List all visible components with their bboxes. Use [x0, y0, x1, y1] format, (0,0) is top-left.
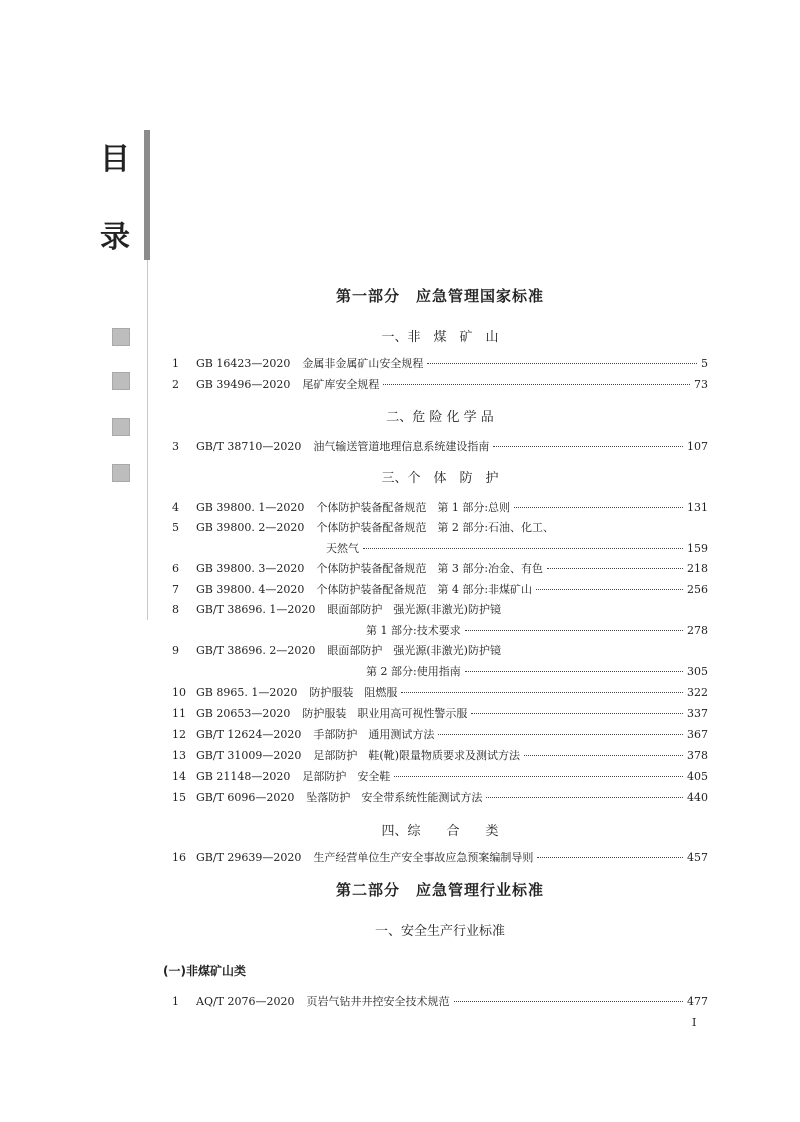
part2-title: 第二部分 应急管理行业标准: [335, 881, 544, 899]
toc-entry-continuation[interactable]: 天然气 159: [326, 542, 708, 555]
side-rule-light: [147, 260, 148, 620]
toc-entry[interactable]: 16 GB/T 29639—2020 生产经营单位生产安全事故应急预案编制导则 457: [172, 851, 708, 864]
section-title: 二、危 险 化 学 品: [386, 410, 494, 425]
toc-entry[interactable]: 12 GB/T 12624—2020 手部防护 通用测试方法 367: [172, 728, 708, 741]
section-title: 一、非 煤 矿 山: [381, 330, 499, 345]
toc-entry-continuation[interactable]: 第 1 部分:技术要求 278: [366, 624, 708, 637]
toc-entry[interactable]: 14 GB 21148—2020 足部防护 安全鞋 405: [172, 770, 708, 783]
page-number: I: [692, 1016, 697, 1029]
toc-entry[interactable]: 9 GB/T 38696. 2—2020 眼面部防护 强光源(非激光)防护镜: [172, 644, 501, 657]
toc-entry[interactable]: 6 GB 39800. 3—2020 个体防护装备配备规范 第 3 部分:冶金、有色 218: [172, 562, 708, 575]
toc-entry[interactable]: 13 GB/T 31009—2020 足部防护 鞋(靴)限量物质要求及测试方法 378: [172, 749, 708, 762]
toc-entry[interactable]: 1 AQ/T 2076—2020 页岩气钻井井控安全技术规范 477: [172, 995, 708, 1008]
toc-heading-char-1: 目: [100, 142, 130, 177]
decor-square-icon: [112, 464, 130, 482]
toc-entry[interactable]: 2 GB 39496—2020 尾矿库安全规程 73: [172, 378, 708, 391]
toc-entry[interactable]: 1 GB 16423—2020 金属非金属矿山安全规程 5: [172, 357, 708, 370]
section-title: 三、个 体 防 护: [381, 471, 499, 486]
toc-entry[interactable]: 3 GB/T 38710—2020 油气输送管道地理信息系统建设指南 107: [172, 440, 708, 453]
toc-entry[interactable]: 4 GB 39800. 1—2020 个体防护装备配备规范 第 1 部分:总则 131: [172, 501, 708, 514]
toc-entry[interactable]: 8 GB/T 38696. 1—2020 眼面部防护 强光源(非激光)防护镜: [172, 603, 501, 616]
toc-entry-continuation[interactable]: 第 2 部分:使用指南 305: [366, 665, 708, 678]
decor-square-icon: [112, 418, 130, 436]
toc-entry[interactable]: 11 GB 20653—2020 防护服装 职业用高可视性警示服 337: [172, 707, 708, 720]
decor-square-icon: [112, 372, 130, 390]
toc-entry[interactable]: 5 GB 39800. 2—2020 个体防护装备配备规范 第 2 部分:石油、化工、: [172, 521, 555, 534]
toc-entry[interactable]: 10 GB 8965. 1—2020 防护服装 阻燃服 322: [172, 686, 708, 699]
subsection-title: (一)非煤矿山类: [163, 964, 246, 978]
toc-entry[interactable]: 15 GB/T 6096—2020 坠落防护 安全带系统性能测试方法 440: [172, 791, 708, 804]
toc-entry[interactable]: 7 GB 39800. 4—2020 个体防护装备配备规范 第 4 部分:非煤矿山 256: [172, 583, 708, 596]
decor-square-icon: [112, 328, 130, 346]
part1-title: 第一部分 应急管理国家标准: [335, 287, 544, 305]
toc-heading-char-2: 录: [100, 220, 130, 255]
section-title: 四、综 合 类: [381, 824, 499, 839]
side-rule-dark: [144, 130, 150, 260]
section-title: 一、安全生产行业标准: [374, 924, 505, 939]
